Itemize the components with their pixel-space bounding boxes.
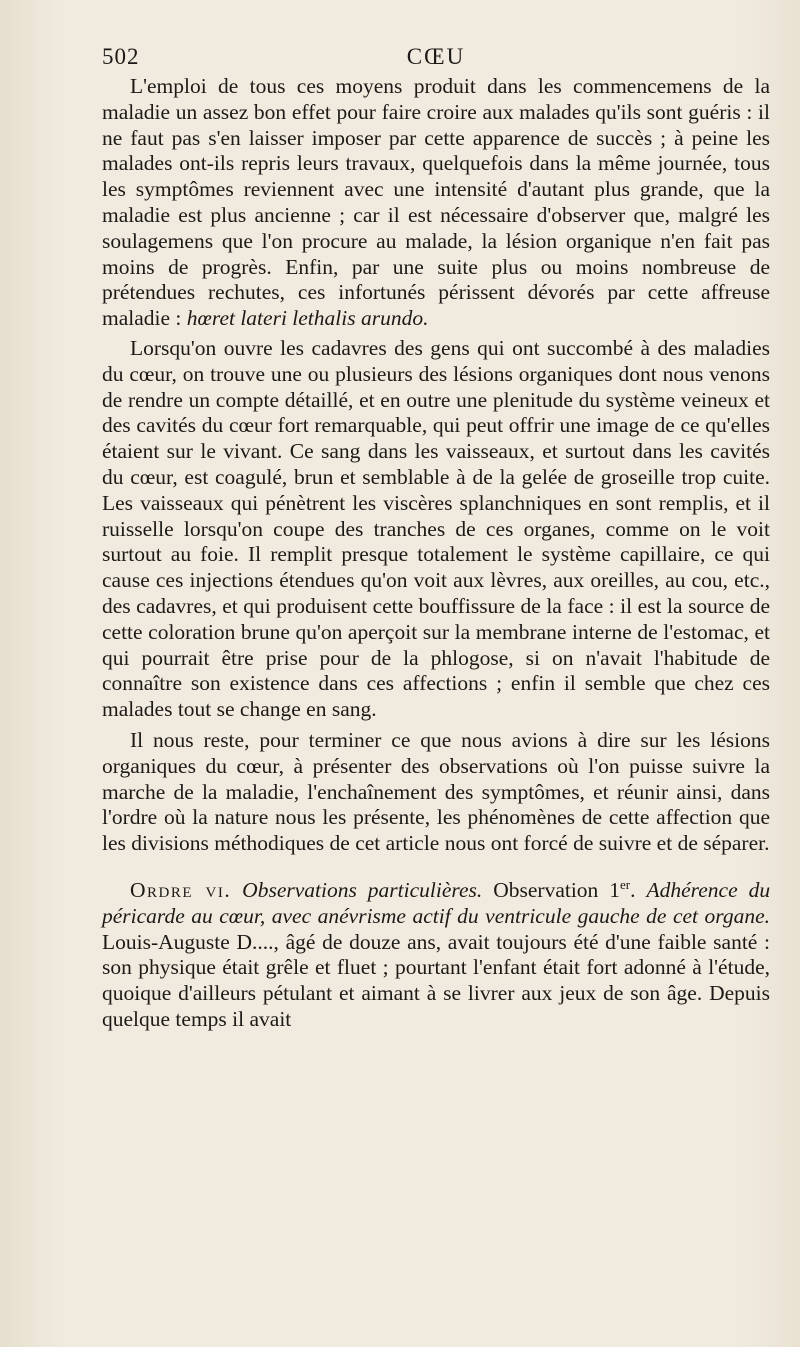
paragraph-text: L'emploi de tous ces moyens produit dans les commencemens de la maladie un assez bon effet pour faire croire aux malades qu'ils sont guéris : il ne faut pas s'en laisser imposer par cette apparence de succès ; à peine les malades ont-ils repris leurs travaux, quelquefois dans la même journée, tous les symptômes reviennent avec une intensité d'autant plus grande, que la maladie est plus ancienne ; car il est nécessaire d'observer que, malgré les soulagemens que l'on procure au malade, la lésion organique n'en fait pas moins de progrès. Enfin, par une suite plus ou moins nombreuse de prétendues rechutes, ces infortunés périssent dévorés par cette affreuse maladie :	[102, 74, 770, 331]
paragraph-autopsy	[102, 336, 770, 723]
observation-sup: er	[620, 876, 631, 892]
observation-number: 1	[609, 877, 621, 902]
paragraph-treatment	[102, 74, 770, 332]
body-text	[102, 74, 770, 1033]
paragraph-observation: Ordre vi. Observations particulières. Observation 1er. Adhérence du péricarde au cœur, avec anévrisme actif du ventricule gauche de cet organe. Louis-Auguste D...., âgé de douze ans, avait toujours été d'une faible santé : son physique était grêle et fluet ; pourtant l'enfant était fort adonné à l'étude, quoique d'ailleurs pétulant et aimant à se livrer aux jeux de son âge. Depuis quelque temps il avait	[102, 876, 771, 1031]
paragraph-conclusion	[102, 728, 770, 857]
ordre-label: Ordre vi.	[130, 877, 232, 902]
page-header	[102, 44, 770, 74]
case-title: Adhérence du péricarde au cœur, avec anévrisme actif du ventricule gauche de cet organe.	[102, 877, 771, 928]
page-number: 502	[102, 44, 140, 69]
latin-quote: hœret lateri lethalis arundo.	[186, 306, 429, 331]
observation-label: Observation	[493, 877, 599, 902]
paragraph-text: Lorsqu'on ouvre les cadavres des gens qui ont succombé à des maladies du cœur, on trouve une ou plusieurs des lésions organiques dont nous venons de rendre un compte détaillé, et en outre une plenitude du système veineux et des cavités du cœur fort remarquable, qui peut offrir une image de ce qu'elles étaient sur le vivant. Ce sang dans les vaisseaux, et surtout dans les cavités du cœur, est coagulé, brun et semblable à de la gelée de groseille trop cuite. Les vaisseaux qui pénètrent les viscères splanchniques en sont remplis, et il ruisselle lorsqu'on coupe des tranches de ces organes, comme on le voit surtout au foie. Il remplit presque totalement le système capillaire, ce qui cause ces injections étendues qu'on voit aux lèvres, aux oreilles, au cou, etc., des cadavres, et qui produisent cette bouffissure de la face : il est la source de cette coloration brune qu'on aperçoit sur la membrane interne de l'estomac, et qui pourrait être prise pour de la phlogose, si on n'avait l'habitude de connaître son existence dans ces affections ; enfin il semble que chez ces malades tout se change en sang.	[102, 335, 770, 722]
running-title: CŒU	[406, 44, 466, 69]
paragraph-text: Il nous reste, pour terminer ce que nous avions à dire sur les lésions organiques du cœur, à présenter des observations où l'on puisse suivre la marche de la maladie, l'enchaînement des symptômes, et réunir ainsi, dans l'ordre où la nature nous les présente, les phénomènes de cette affection que les divisions méthodiques de cet article nous ont forcé de suivre et de séparer.	[102, 727, 770, 856]
paragraph-text: Louis-Auguste D...., âgé de douze ans, avait toujours été d'une faible santé : son physique était grêle et fluet ; pourtant l'enfant était fort adonné à l'étude, quoique d'ailleurs pétulant et aimant à se livrer aux jeux de son âge. Depuis quelque temps il avait	[102, 929, 770, 1031]
section-title: Observations particulières.	[242, 877, 483, 902]
